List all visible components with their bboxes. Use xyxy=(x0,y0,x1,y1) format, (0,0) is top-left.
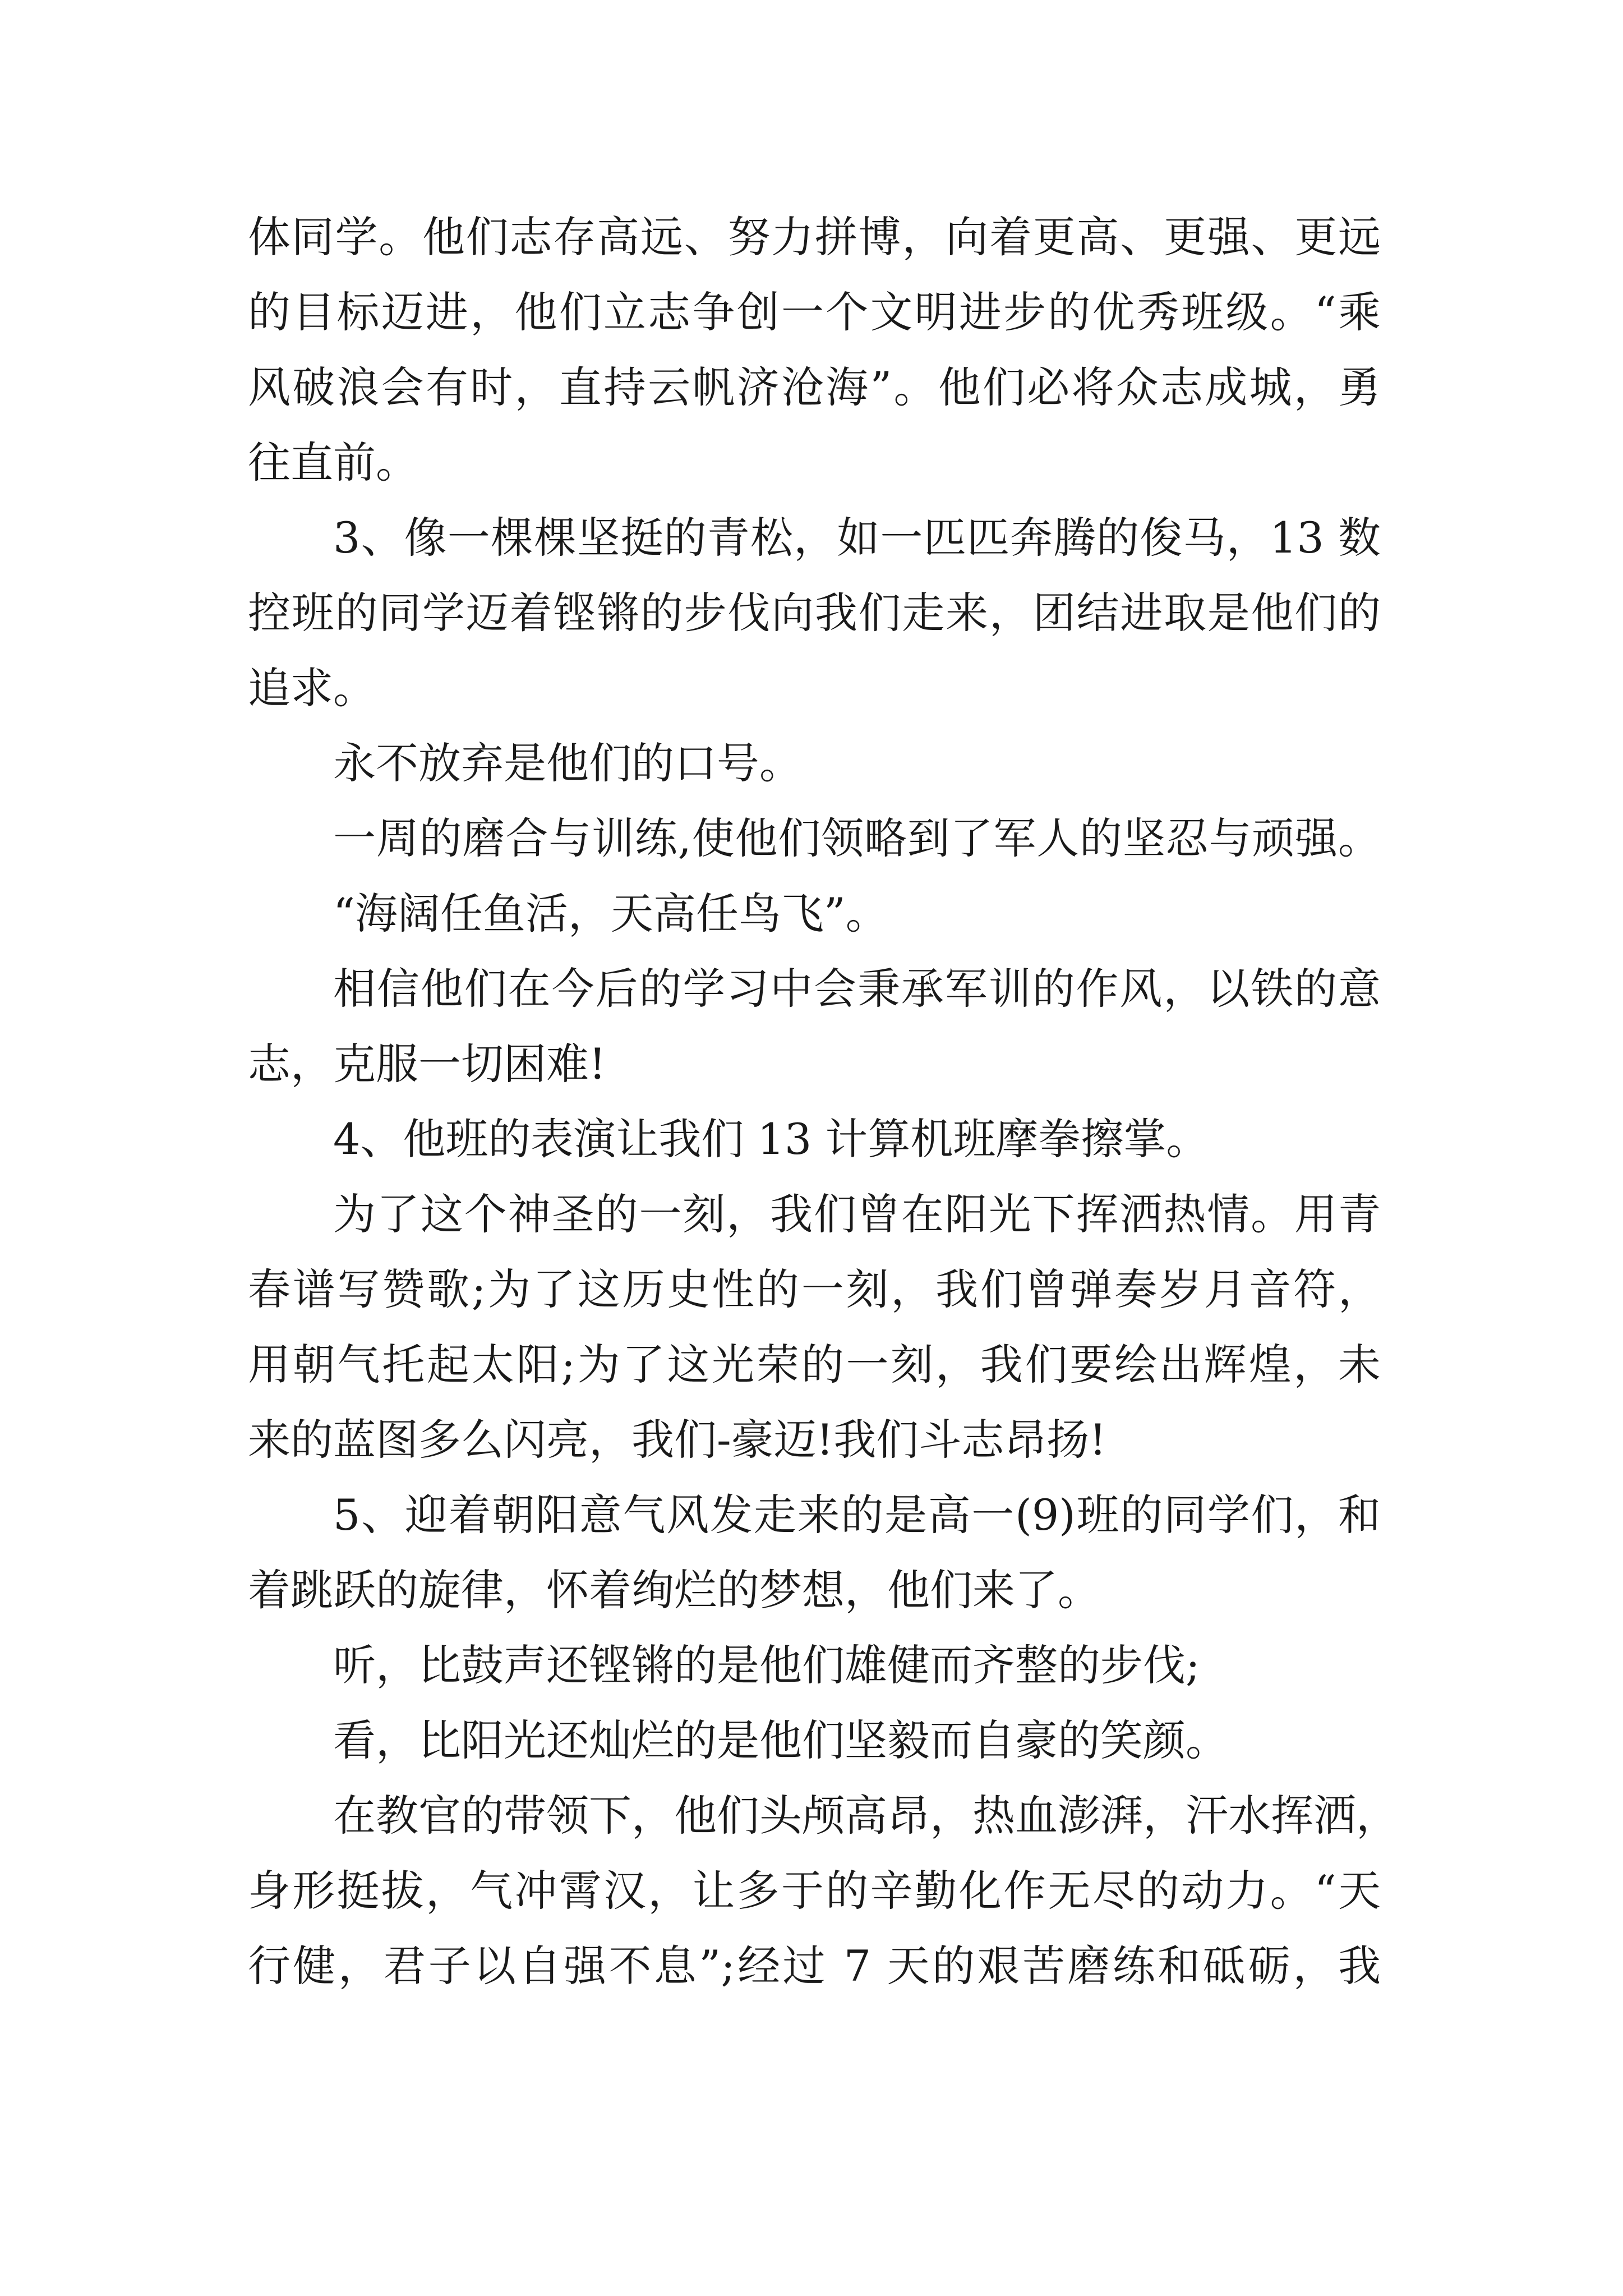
text-line: 行健，君子以自强不息”;经过 7 天的艰苦磨练和砥砺，我 xyxy=(248,1941,1381,1991)
text-line: 追求。 xyxy=(248,663,376,713)
text-line: 在教官的带领下，他们头颅高昂，热血澎湃，汗水挥洒， xyxy=(333,1791,1399,1841)
text-line: 用朝气托起太阳;为了这光荣的一刻，我们要绘出辉煌，未 xyxy=(248,1340,1381,1389)
text-line: 着跳跃的旋律，怀着绚烂的梦想，他们来了。 xyxy=(248,1565,1100,1615)
text-line: 为了这个神圣的一刻，我们曾在阳光下挥洒热情。用青 xyxy=(333,1189,1381,1239)
text-line: 一周的磨合与训练,使他们领略到了军人的坚忍与顽强。 xyxy=(333,813,1381,863)
text-line: “海阔任鱼活，天高任鸟飞”。 xyxy=(333,889,888,938)
text-line: 风破浪会有时，直持云帆济沧海”。他们必将众志成城，勇 xyxy=(248,362,1381,412)
text-line: 来的蓝图多么闪亮，我们-豪迈!我们斗志昂扬! xyxy=(248,1415,1106,1465)
text-line: 永不放弃是他们的口号。 xyxy=(333,738,802,788)
text-line: 体同学。他们志存高远、努力拼博，向着更高、更强、更远 xyxy=(248,212,1381,262)
text-line: 看，比阳光还灿烂的是他们坚毅而自豪的笑颜。 xyxy=(333,1715,1228,1765)
text-line: 春谱写赞歌;为了这历史性的一刻，我们曾弹奏岁月音符， xyxy=(248,1264,1381,1314)
text-line: 志，克服一切困难! xyxy=(248,1039,606,1089)
text-line: 控班的同学迈着铿锵的步伐向我们走来，团结进取是他们的 xyxy=(248,588,1381,638)
text-line: 5、迎着朝阳意气风发走来的是高一(9)班的同学们，和 xyxy=(333,1490,1381,1540)
text-line: 往直前。 xyxy=(248,438,418,487)
text-line: 身形挺拔，气冲霄汉，让多于的辛勤化作无尽的动力。“天 xyxy=(248,1866,1381,1916)
text-line: 相信他们在今后的学习中会秉承军训的作风，以铁的意 xyxy=(333,964,1381,1014)
text-line: 3、像一棵棵坚挺的青松，如一匹匹奔腾的俊马，13 数 xyxy=(333,513,1381,563)
text-line: 4、他班的表演让我们 13 计算机班摩拳擦掌。 xyxy=(333,1114,1209,1164)
text-line: 听，比鼓声还铿锵的是他们雄健而齐整的步伐; xyxy=(333,1640,1200,1690)
document-body xyxy=(248,200,1399,2004)
text-line: 的目标迈进，他们立志争创一个文明进步的优秀班级。“乘 xyxy=(248,287,1381,337)
